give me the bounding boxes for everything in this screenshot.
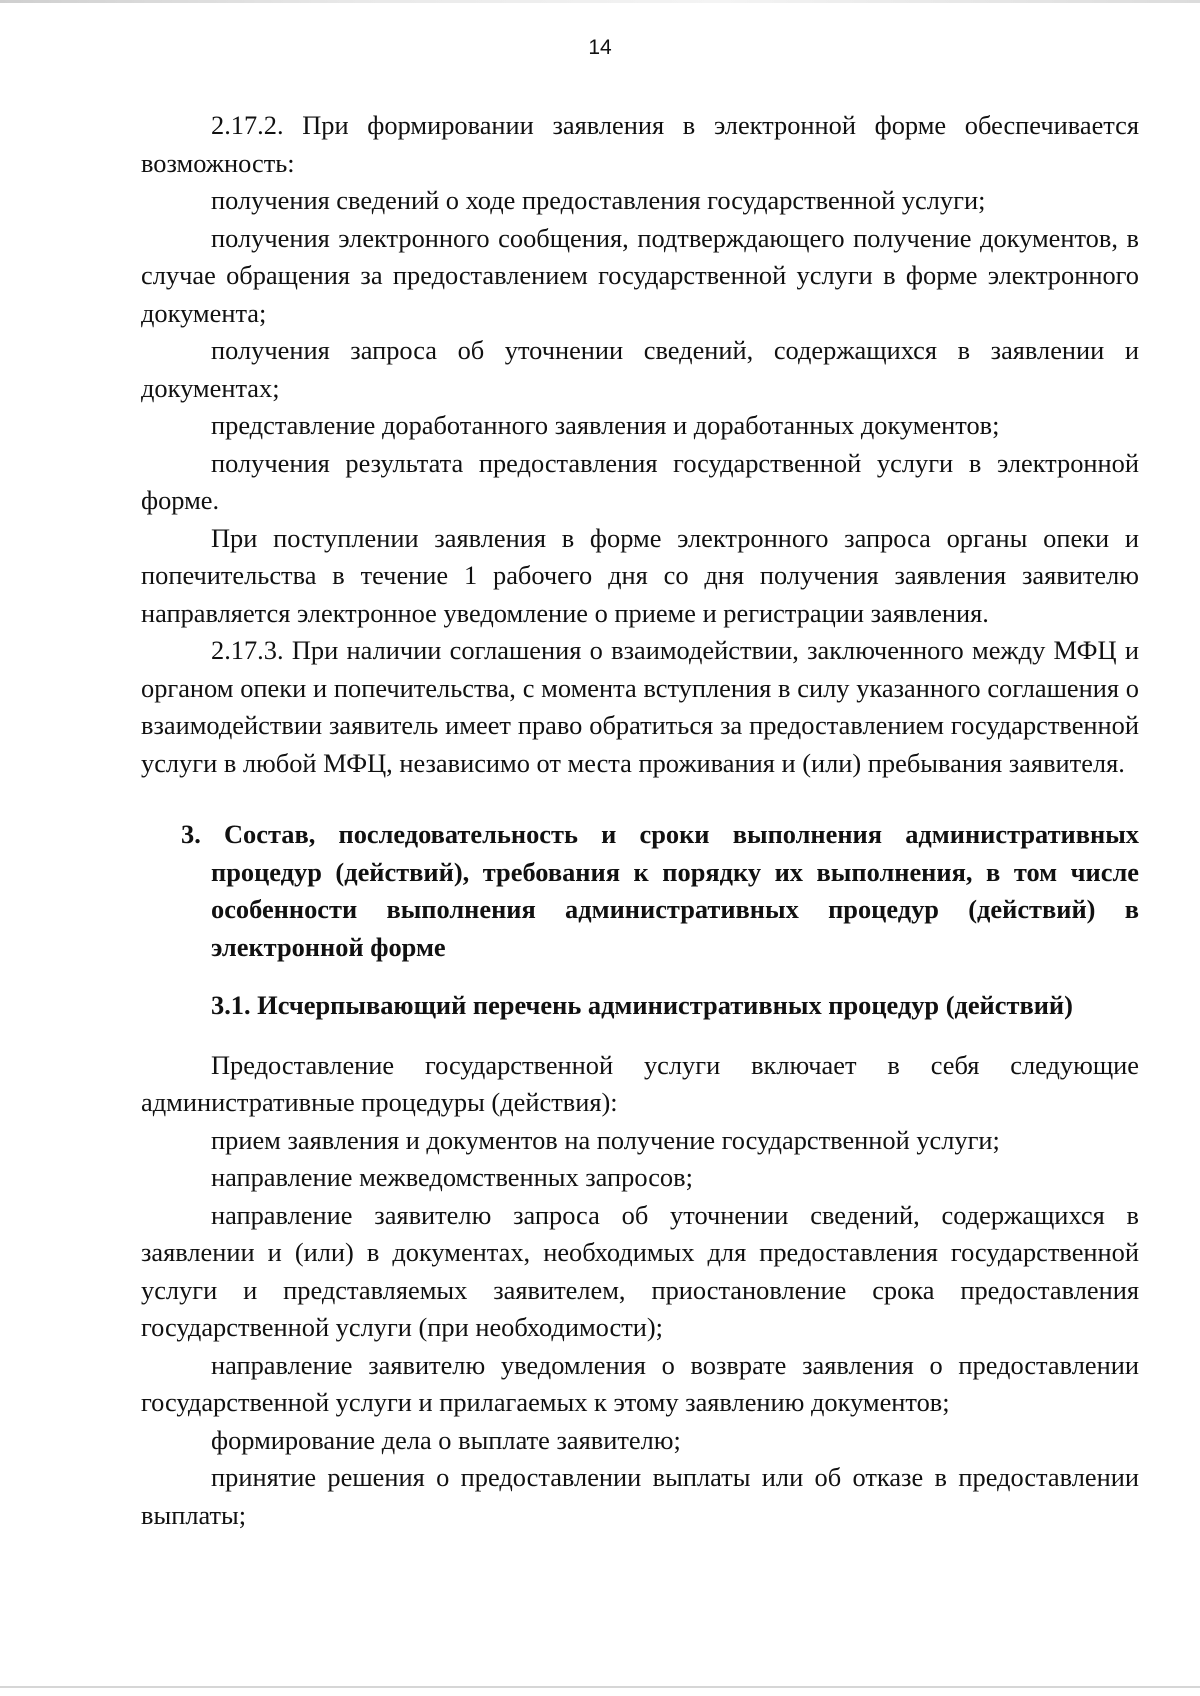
paragraph: При поступлении заявления в форме электронного запроса органы опеки и попечительства в течение 1 рабочего дня со дня получения заявления заявителю направляется электронное уведомление о приеме и регистрации заявления.: [141, 522, 1139, 628]
list-item: представление доработанного заявления и доработанных документов;: [211, 410, 1000, 440]
section-heading: 3. Состав, последовательность и сроки выполнения административных процедур (действий), требования к порядку их выполнения, в том числе особенности выполнения административных процедур (действий) в электронной форме: [181, 819, 1139, 962]
paragraph-2-17-2: 2.17.2. При формировании заявления в электронной форме обеспечивается возможность:: [141, 110, 1139, 178]
list-item: прием заявления и документов на получение государственной услуги;: [211, 1124, 1000, 1155]
list-item: получения запроса об уточнении сведений, содержащихся в заявлении и документах;: [141, 335, 1139, 403]
list-item: направление межведомственных запросов;: [211, 1162, 693, 1192]
list-item: формирование дела о выплате заявителю;: [211, 1424, 681, 1455]
scan-edge-top: [0, 0, 1200, 3]
paragraph: Предоставление государственной услуги включает в себя следующие административные процедуры (действия):: [141, 1049, 1139, 1117]
list-item: принятие решения о предоставлении выплаты или об отказе в предоставлении выплаты;: [141, 1462, 1139, 1530]
list-item: получения сведений о ходе предоставления государственной услуги;: [211, 185, 986, 215]
subsection-heading: 3.1. Исчерпывающий перечень административных процедур (действий): [211, 990, 1073, 1020]
list-item: направление заявителю уведомления о возврате заявления о предоставлении государственной услуги и прилагаемых к этому заявлению документов;: [141, 1349, 1139, 1417]
page-number: 14: [588, 36, 612, 59]
list-item: направление заявителю запроса об уточнении сведений, содержащихся в заявлении и (или) в документах, необходимых для предоставления государственной услуги и представляемых заявителем, приостановление срока предоставления государственной услуги (при необходимости);: [141, 1199, 1139, 1342]
scan-edge-bottom: [0, 1686, 1200, 1688]
section-3: [141, 816, 1139, 966]
document-body: [141, 107, 1139, 1534]
list-item: получения результата предоставления государственной услуги в электронной форме.: [141, 447, 1139, 515]
list-item: получения электронного сообщения, подтверждающего получение документов, в случае обращения за предоставлением государственной услуги в форме электронного документа;: [141, 222, 1139, 328]
procedures-list: [141, 1047, 1139, 1535]
paragraph-2-17-3: 2.17.3. При наличии соглашения о взаимодействии, заключенного между МФЦ и органом опеки и попечительства, с момента вступления в силу указанного соглашения о взаимодействии заявитель имеет право обратиться за предоставлением государственной услуги в любой МФЦ, независимо от места проживания и (или) пребывания заявителя.: [141, 635, 1139, 778]
